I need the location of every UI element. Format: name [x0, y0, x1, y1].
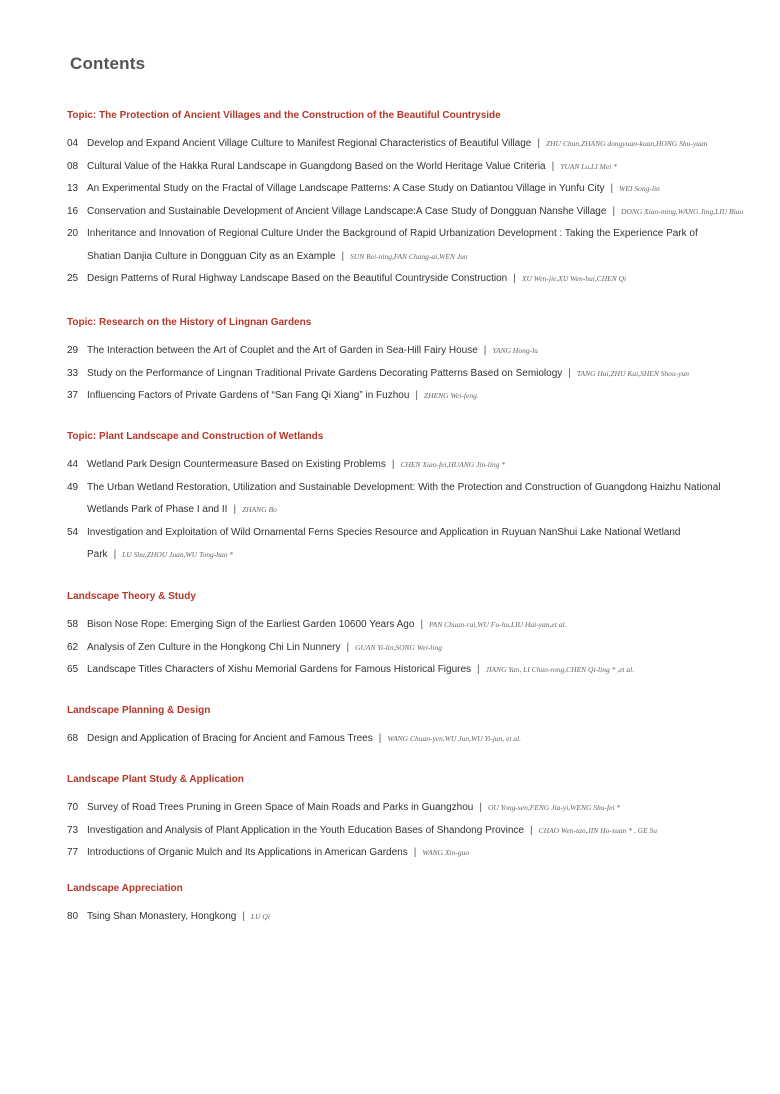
section-lingnan-gardens — [67, 316, 747, 408]
authors: YANG Hong-lu — [492, 346, 538, 355]
separator: | — [477, 664, 480, 675]
page-number: 29 — [67, 345, 79, 356]
toc-entry[interactable] — [67, 820, 747, 843]
separator: | — [341, 250, 345, 262]
page-number: 54 — [67, 526, 79, 538]
article-title: Introductions of Organic Mulch and Its Applications in American Gardens — [87, 847, 408, 858]
separator: | — [413, 847, 417, 858]
section-heading: Landscape Planning & Design — [67, 705, 211, 716]
article-title: Cultural Value of the Hakka Rural Landscape in Guangdong Based on the World Heritage Value Criteria — [87, 160, 546, 172]
separator: | — [568, 367, 571, 379]
section-plant-study — [67, 773, 747, 865]
article-title: Wetland Park Design Countermeasure Based on Existing Problems — [87, 459, 386, 470]
section-heading: Landscape Theory & Study — [67, 591, 196, 602]
page-number: 25 — [67, 273, 79, 284]
page-number: 37 — [67, 390, 79, 401]
article-title: Investigation and Analysis of Plant Application in the Youth Education Bases of Shandong Province — [87, 824, 524, 836]
article-title: The Interaction between the Art of Couplet and the Art of Garden in Sea-Hill Fairy House — [87, 345, 478, 356]
separator: | — [483, 345, 487, 356]
article-title: Analysis of Zen Culture in the Hongkong Chi Lin Nunnery — [87, 641, 341, 653]
page-number: 20 — [67, 228, 79, 239]
article-title: Landscape Titles Characters of Xishu Memorial Gardens for Famous Historical Figures — [87, 664, 472, 675]
toc-entry[interactable] — [67, 223, 747, 268]
section-planning-design — [67, 704, 747, 751]
authors: XU Wen-jie,XU Wen-hui,CHEN Qi — [521, 274, 627, 283]
page-number: 04 — [67, 138, 79, 149]
toc-entry[interactable] — [67, 340, 747, 363]
separator: | — [479, 802, 482, 813]
article-title: The Urban Wetland Restoration, Utilization and Sustainable Development: With the Protection and Construction of Guangdong Haizhu National Wetlands Park of Phase I and II — [87, 481, 721, 515]
page-number: 49 — [67, 481, 79, 493]
page-number: 70 — [67, 802, 79, 813]
section-ancient-villages — [67, 109, 747, 291]
separator: | — [610, 183, 614, 194]
page-number: 16 — [67, 205, 79, 217]
authors: DONG Xiao-ming,WANG Jing,LIU Biao — [621, 206, 744, 216]
section-heading: Topic: Research on the History of Lingnan Gardens — [67, 317, 312, 328]
section-wetlands — [67, 430, 747, 567]
authors: CHEN Xiao-fei,HUANG Jin-ling * — [400, 460, 506, 469]
article-title: Influencing Factors of Private Gardens of “San Fang Qi Xiang” in Fuzhou — [87, 390, 410, 401]
separator: | — [391, 459, 395, 470]
article-title: Bison Nose Rope: Emerging Sign of the Earliest Garden 10600 Years Ago — [87, 619, 415, 630]
authors: TANG Hui,ZHU Kai,SHEN Shou-yun — [576, 368, 690, 378]
toc-entry[interactable] — [67, 201, 747, 224]
separator: | — [513, 273, 516, 284]
page-number: 65 — [67, 664, 79, 675]
section-heading: Topic: Plant Landscape and Construction of Wetlands — [67, 431, 324, 442]
separator: | — [242, 911, 245, 922]
authors: OU Yong-sen,FENG Jia-yi,WENG Shu-fei * — [487, 803, 621, 812]
article-title: Conservation and Sustainable Development of Ancient Village Landscape:A Case Study of Dongguan Nanshe Village — [87, 205, 607, 217]
authors: JIANG Yan, LI Chun-rong,CHEN Qi-ling * ,et al. — [485, 665, 635, 674]
authors: LU Shu,ZHOU Juan,WU Tong-hao * — [122, 550, 234, 559]
toc-entry[interactable] — [67, 906, 747, 929]
separator: | — [233, 504, 237, 515]
authors: CHAO Wen-tao,JIN Ho-xuan * , GE Su — [538, 825, 658, 835]
toc-entry[interactable] — [67, 454, 747, 477]
separator: | — [346, 641, 350, 653]
toc-entry[interactable] — [67, 156, 747, 179]
page-number: 73 — [67, 824, 79, 836]
toc-entry[interactable] — [67, 637, 747, 660]
separator: | — [378, 733, 382, 744]
toc-entry[interactable] — [67, 133, 747, 156]
section-appreciation — [67, 882, 747, 929]
authors: SUN Bei-ning,FAN Chang-ai,WEN Jun — [350, 251, 468, 261]
page-number: 68 — [67, 733, 79, 744]
article-title: Survey of Road Trees Pruning in Green Space of Main Roads and Parks in Guangzhou — [87, 802, 474, 813]
authors: WEI Song-lin — [619, 184, 660, 193]
toc-entry[interactable] — [67, 268, 747, 291]
authors: ZHANG Bo — [242, 505, 277, 514]
page-number: 80 — [67, 911, 79, 922]
authors: GUAN Yi-lin,SONG Wei-ling — [355, 642, 442, 652]
section-heading: Topic: The Protection of Ancient Villages and the Construction of the Beautiful Countryside — [67, 110, 501, 121]
authors: LU Qi — [250, 912, 270, 921]
separator: | — [551, 160, 555, 172]
page-number: 08 — [67, 160, 79, 172]
authors: WANG Chuan-yen,WU Jun,WU Yi-jun, et al. — [387, 734, 522, 743]
authors: ZHU Chun,ZHANG dongyuan-kuan,HONG Shu-yuan — [545, 139, 708, 148]
separator: | — [612, 205, 616, 217]
article-title: Tsing Shan Monastery, Hongkong — [87, 911, 237, 922]
article-title: An Experimental Study on the Fractal of Village Landscape Patterns: A Case Study on Datiantou Village in Yunfu City — [87, 183, 605, 194]
toc-entry[interactable] — [67, 842, 747, 865]
toc-entry[interactable] — [67, 728, 747, 751]
toc-entry[interactable] — [67, 178, 747, 201]
separator: | — [420, 619, 424, 630]
page-number: 58 — [67, 619, 79, 630]
toc-entry[interactable] — [67, 477, 747, 522]
toc-entry[interactable] — [67, 614, 747, 637]
page-title: Contents — [70, 54, 146, 73]
section-heading: Landscape Plant Study & Application — [67, 774, 244, 785]
separator: | — [529, 824, 533, 836]
article-title: Design Patterns of Rural Highway Landscape Based on the Beautiful Countryside Construction — [87, 273, 508, 284]
toc-entry[interactable] — [67, 363, 747, 386]
article-title: Design and Application of Bracing for Ancient and Famous Trees — [87, 733, 373, 744]
authors: WANG Xin-guo — [422, 848, 470, 857]
page-number: 44 — [67, 459, 79, 470]
section-heading: Landscape Appreciation — [67, 883, 183, 894]
article-title: Investigation and Exploitation of Wild Ornamental Ferns Species Resource and Application in Ruyuan NanShui Lake National Wetland Park — [87, 526, 681, 560]
article-title: Study on the Performance of Lingnan Traditional Private Gardens Decorating Patterns Based on Semiology — [87, 367, 563, 379]
toc-entry[interactable] — [67, 385, 747, 408]
separator: | — [537, 138, 540, 149]
page-number: 77 — [67, 847, 79, 858]
article-title: Inheritance and Innovation of Regional Culture Under the Background of Rapid Urbanization Development : Taking the Experience Park of Shatian Danjia Culture in Dongguan City as an Example — [87, 228, 698, 262]
authors: YUAN Lu,LI Mei * — [560, 161, 617, 171]
page-number: 13 — [67, 183, 79, 194]
article-title: Develop and Expand Ancient Village Culture to Manifest Regional Characteristics of Beautiful Village — [87, 138, 532, 149]
toc-entry[interactable] — [67, 659, 747, 682]
section-theory-study — [67, 590, 747, 682]
page-number: 33 — [67, 367, 79, 379]
toc-entry[interactable] — [67, 797, 747, 820]
authors: ZHENG Wei-feng — [424, 391, 477, 400]
separator: | — [113, 549, 117, 560]
authors: PAN Chuan-rui,WU Fu-hu,LIU Hai-yan,et al. — [429, 620, 567, 629]
toc-entry[interactable] — [67, 522, 747, 567]
page-number: 62 — [67, 641, 79, 653]
separator: | — [415, 390, 418, 401]
